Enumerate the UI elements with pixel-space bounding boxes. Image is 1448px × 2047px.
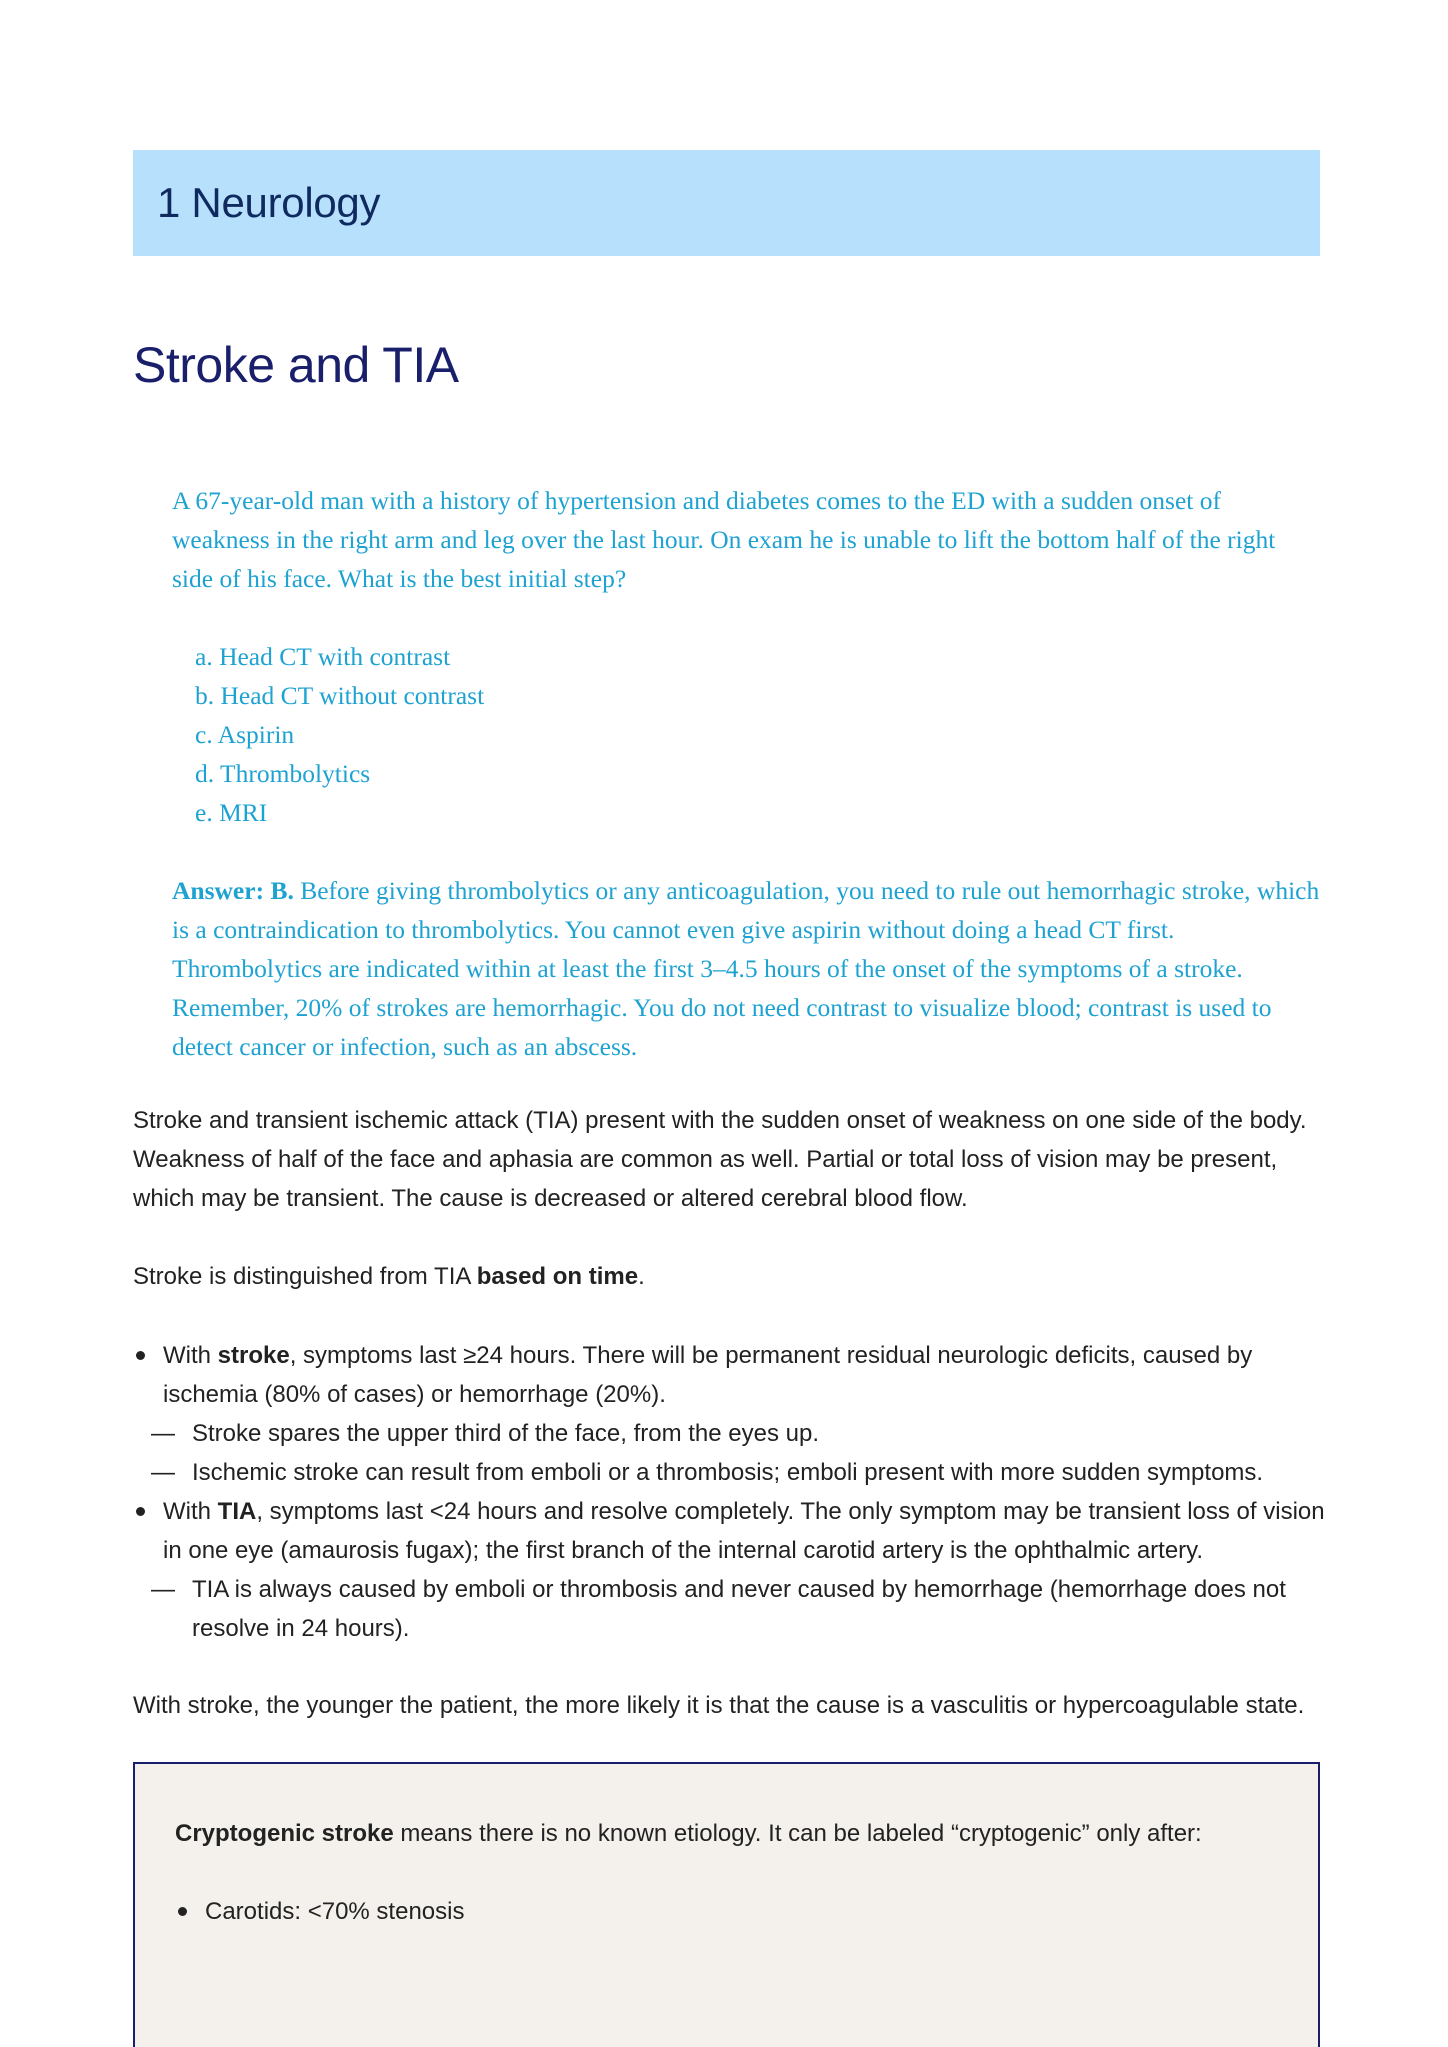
list-item	[133, 1492, 1333, 1570]
bullet-icon	[178, 1907, 187, 1916]
question-stem: A 67-year-old man with a history of hypertension and diabetes comes to the ED with a sudden onset of weakness in the right arm and leg over the last hour. On exam he is unable to lift the bottom half of the right side of his face. What is the best initial step?	[172, 486, 1276, 593]
option-a: a. Head CT with contrast	[195, 642, 451, 671]
option-d: d. Thrombolytics	[195, 759, 371, 788]
bullet2-sub-1: TIA is always caused by emboli or thrombosis and never caused by hemorrhage (hemorrhage does not resolve in 24 hours).	[192, 1576, 1286, 1642]
option-c: c. Aspirin	[195, 720, 295, 749]
bullet1-text: , symptoms last ≥24 hours. There will be permanent residual neurologic deficits, caused by ischemia (80% of cases) or hemorrhage (20%).	[163, 1342, 1253, 1408]
callout-item-1: Carotids: <70% stenosis	[205, 1898, 465, 1925]
question-block	[172, 481, 1322, 1066]
bullet2-text: , symptoms last <24 hours and resolve completely. The only symptom may be transient loss of vision in one eye (amaurosis fugax); the first branch of the internal carotid artery is the ophthalmic artery.	[163, 1498, 1325, 1564]
sub-list-item	[133, 1414, 1333, 1453]
sub-list-item	[133, 1570, 1333, 1648]
list-item	[175, 1892, 1280, 1931]
dash-icon: —	[151, 1459, 175, 1486]
bullet2-bold: TIA	[217, 1498, 257, 1525]
bullet1-sub-2: Ischemic stroke can result from emboli or a thrombosis; emboli present with more sudden symptoms.	[192, 1459, 1264, 1486]
distinguish-paragraph	[133, 1257, 1333, 1296]
callout-bold: Cryptogenic stroke	[175, 1820, 394, 1847]
distinguish-suffix: .	[638, 1263, 645, 1290]
chapter-title: 1 Neurology	[157, 179, 381, 226]
answer-text: Before giving thrombolytics or any anticoagulation, you need to rule out hemorrhagic stroke, which is a contraindication to thrombolytics. You cannot even give aspirin without doing a head CT first. Thrombolytics are indicated within at least the first 3–4.5 hours of the onset of the symptoms of a stroke. Remember, 20% of strokes are hemorrhagic. You do not need contrast to visualize blood; contrast is used to detect cancer or infection, such as an abscess.	[172, 876, 1320, 1061]
cryptogenic-callout	[133, 1762, 1320, 2047]
answer-label: Answer: B.	[172, 876, 294, 905]
option-b: b. Head CT without contrast	[195, 681, 485, 710]
bullet2-prefix: With	[163, 1498, 218, 1525]
bullet1-prefix: With	[163, 1342, 218, 1369]
callout-intro	[175, 1814, 1280, 1853]
chapter-banner	[133, 150, 1320, 256]
stroke-tia-list	[133, 1336, 1333, 1648]
callout-text: means there is no known etiology. It can be labeled “cryptogenic” only after:	[393, 1820, 1202, 1847]
answer-options	[195, 637, 1322, 832]
intro-paragraph: Stroke and transient ischemic attack (TIA) present with the sudden onset of weakness on one side of the body. Weakness of half of the face and aphasia are common as well. Partial or total loss of vision may be present, which may be transient. The cause is decreased or altered cerebral blood flow.	[133, 1107, 1307, 1212]
distinguish-bold: based on time	[476, 1263, 639, 1290]
answer-explanation	[172, 871, 1322, 1066]
distinguish-prefix: Stroke is distinguished from TIA	[133, 1263, 477, 1290]
list-item	[133, 1336, 1333, 1414]
section-title: Stroke and TIA	[133, 337, 459, 393]
dash-icon: —	[151, 1576, 175, 1603]
bullet-icon	[136, 1351, 145, 1360]
bullet1-sub-1: Stroke spares the upper third of the face, from the eyes up.	[192, 1420, 820, 1447]
closing-paragraph: With stroke, the younger the patient, the more likely it is that the cause is a vasculitis or hypercoagulable state.	[133, 1692, 1305, 1719]
bullet-icon	[136, 1507, 145, 1516]
option-e: e. MRI	[195, 798, 268, 827]
bullet1-bold: stroke	[217, 1342, 290, 1369]
sub-list-item	[133, 1453, 1333, 1492]
dash-icon: —	[151, 1420, 175, 1447]
